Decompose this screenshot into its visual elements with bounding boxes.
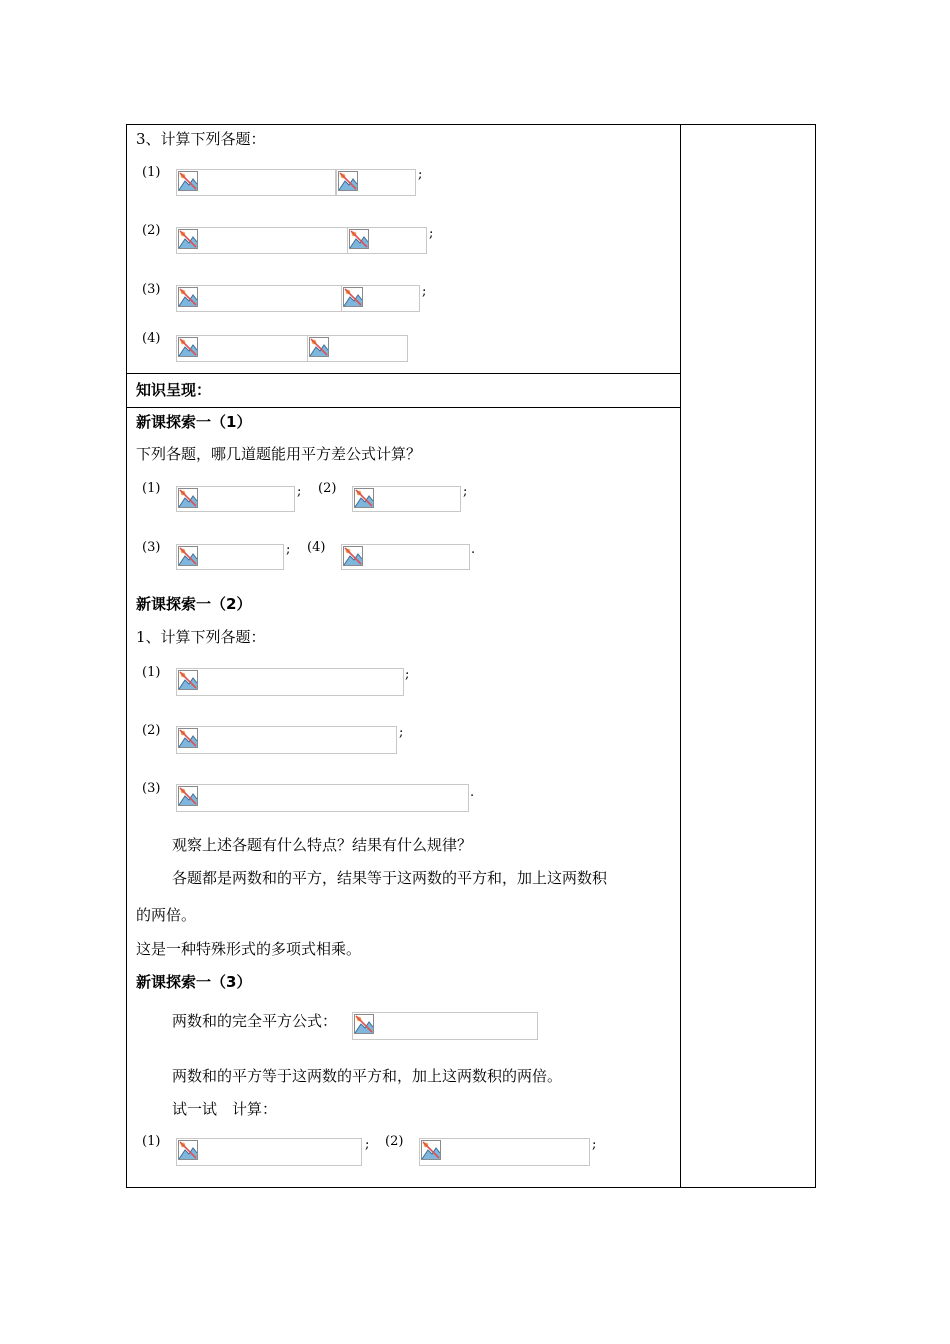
broken-image-icon <box>354 1014 374 1034</box>
item-label: (2) <box>385 1134 404 1149</box>
broken-image-icon <box>178 1140 198 1160</box>
broken-image-icon <box>178 488 198 508</box>
broken-image-icon <box>178 786 198 806</box>
section-c-title: 新课探索一（3） <box>136 973 252 991</box>
formula-image <box>176 784 469 812</box>
item-label: (3) <box>142 540 161 555</box>
formula-image <box>176 726 397 754</box>
broken-image-icon <box>178 670 198 690</box>
formula-image <box>352 486 461 512</box>
formula-image <box>176 668 404 696</box>
special-form-note: 这是一种特殊形式的多项式相乘。 <box>136 940 362 958</box>
formula-label: 两数和的完全平方公式： <box>172 1012 338 1030</box>
observe-answer-line2: 的两倍。 <box>136 906 197 924</box>
broken-image-icon <box>354 488 374 508</box>
table-border-left <box>126 124 127 1188</box>
formula-image <box>341 285 420 312</box>
table-border-bottom <box>126 1187 816 1188</box>
try-label: 试一试 计算： <box>172 1100 278 1118</box>
formula-image <box>176 169 336 196</box>
formula-statement: 两数和的平方等于这两数的平方和，加上这两数积的两倍。 <box>172 1067 563 1085</box>
observe-question: 观察上述各题有什么特点？结果有什么规律？ <box>172 836 473 854</box>
table-border-right <box>815 124 816 1188</box>
item-label: (4) <box>142 331 161 346</box>
item-label: (2) <box>142 223 161 238</box>
section-a-title: 新课探索一（1） <box>136 413 252 431</box>
broken-image-icon <box>421 1140 441 1160</box>
item-label: (3) <box>142 282 161 297</box>
item-label: (3) <box>142 781 161 796</box>
formula-image <box>176 486 295 512</box>
item-label: (4) <box>307 540 326 555</box>
row-divider-1 <box>126 373 681 374</box>
formula-image <box>176 1138 362 1166</box>
broken-image-icon <box>178 728 198 748</box>
observe-answer-line1: 各题都是两数和的平方，结果等于这两数的平方和，加上这两数积 <box>172 869 608 887</box>
broken-image-icon <box>178 229 198 249</box>
item-label: (2) <box>318 481 337 496</box>
broken-image-icon <box>349 229 369 249</box>
separator: ; <box>297 484 302 499</box>
separator: ; <box>365 1137 370 1152</box>
separator: ; <box>399 725 404 740</box>
separator: ; <box>422 284 427 299</box>
broken-image-icon <box>178 337 198 357</box>
formula-image <box>352 1012 538 1040</box>
broken-image-icon <box>309 337 329 357</box>
formula-image <box>336 169 416 196</box>
broken-image-icon <box>343 546 363 566</box>
separator: . <box>470 785 475 800</box>
separator: ; <box>286 542 291 557</box>
broken-image-icon <box>178 546 198 566</box>
broken-image-icon <box>343 287 363 307</box>
separator: ; <box>463 484 468 499</box>
separator: . <box>471 542 476 557</box>
section-a-question: 下列各题，哪几道题能用平方差公式计算？ <box>136 445 422 463</box>
formula-image <box>176 227 348 254</box>
separator: ; <box>405 667 410 682</box>
item-label: (1) <box>142 665 161 680</box>
formula-image <box>419 1138 590 1166</box>
section-b-title: 新课探索一（2） <box>136 595 252 613</box>
separator: ; <box>592 1137 597 1152</box>
block1-heading: 3、计算下列各题： <box>136 130 266 148</box>
separator: ; <box>429 226 434 241</box>
separator: ; <box>418 167 423 182</box>
item-label: (1) <box>142 165 161 180</box>
formula-image <box>307 335 408 362</box>
table-column-divider <box>680 124 681 1188</box>
formula-image <box>176 335 308 362</box>
formula-image <box>347 227 427 254</box>
item-label: (1) <box>142 481 161 496</box>
section-b-heading: 1、计算下列各题： <box>136 628 266 646</box>
row-divider-2 <box>126 407 681 408</box>
item-label: (1) <box>142 1134 161 1149</box>
item-label: (2) <box>142 723 161 738</box>
broken-image-icon <box>178 171 198 191</box>
broken-image-icon <box>338 171 358 191</box>
formula-image <box>176 285 342 312</box>
broken-image-icon <box>178 287 198 307</box>
section-knowledge-title: 知识呈现： <box>136 381 212 399</box>
formula-image <box>176 544 284 570</box>
formula-image <box>341 544 470 570</box>
table-border-top <box>126 124 816 125</box>
